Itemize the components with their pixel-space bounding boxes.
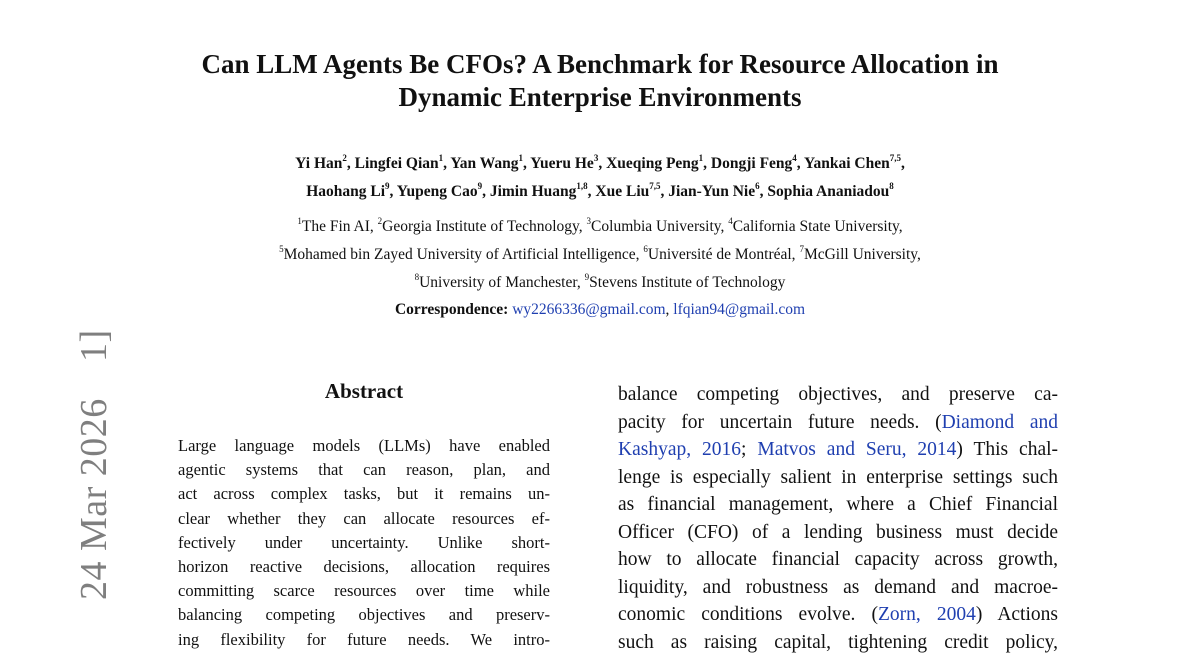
author-separator: , <box>443 155 450 172</box>
author-affiliation-mark: 2 <box>342 153 347 163</box>
intro-text: liquidity, and robustness as demand and macroe- <box>618 577 1058 598</box>
author <box>397 183 490 200</box>
author-separator: , <box>588 183 596 200</box>
intro-line <box>618 546 1058 574</box>
author <box>711 155 804 172</box>
author-list <box>160 150 1040 206</box>
author-separator: , <box>901 155 905 172</box>
abstract-line: clear whether they can allocate resources ef- <box>178 507 550 531</box>
intro-line <box>618 464 1058 492</box>
affiliation-mark: 8 <box>415 272 420 282</box>
author-affiliation-mark: 8 <box>889 181 894 191</box>
affiliation-mark: 2 <box>378 216 383 226</box>
affiliation-name: Stevens Institute of Technology <box>589 274 785 291</box>
author-affiliation-mark: 1,8 <box>576 181 587 191</box>
intro-text: balance competing objectives, and preserve ca- <box>618 384 1058 405</box>
intro-line <box>618 491 1058 519</box>
citation-link[interactable]: Kashyap, 2016 <box>618 439 741 460</box>
intro-text: lenge is especially salient in enterprise settings such <box>618 467 1058 488</box>
author-name: Yueru He <box>530 155 594 172</box>
author-affiliation-mark: 9 <box>478 181 483 191</box>
intro-text: such as raising capital, tightening credit policy, <box>618 632 1058 653</box>
affiliation-name: Université de Montréal, <box>648 246 800 263</box>
email-link-2[interactable]: lfqian94@gmail.com <box>673 301 805 318</box>
author-name: Jian-Yun Nie <box>668 183 755 200</box>
affiliation-mark: 4 <box>728 216 733 226</box>
abstract-line: agentic systems that can reason, plan, and <box>178 458 550 482</box>
abstract-line: fectively under uncertainty. Unlike short- <box>178 531 550 555</box>
affiliation-mark: 5 <box>279 244 284 254</box>
affiliation-mark: 6 <box>643 244 648 254</box>
intro-line <box>618 519 1058 547</box>
correspondence-label: Correspondence: <box>395 301 508 318</box>
affiliation-name: University of Manchester, <box>419 274 585 291</box>
author <box>450 155 530 172</box>
intro-line <box>618 381 1058 409</box>
author <box>355 155 451 172</box>
affiliation-name: McGill University, <box>804 246 921 263</box>
abstract-heading: Abstract <box>178 379 550 404</box>
intro-text: ; <box>741 439 757 460</box>
author-name: Xueqing Peng <box>606 155 699 172</box>
author <box>530 155 606 172</box>
author-separator: , <box>760 183 768 200</box>
affiliation-mark: 1 <box>297 216 302 226</box>
author-separator: , <box>797 155 804 172</box>
affiliation-name: Mohamed bin Zayed University of Artificial Intelligence, <box>284 246 644 263</box>
author-separator: , <box>482 183 490 200</box>
affiliation-mark: 3 <box>587 216 592 226</box>
intro-line <box>618 436 1058 464</box>
author-name: Sophia Ananiadou <box>767 183 889 200</box>
affiliation <box>378 218 587 235</box>
author <box>595 183 668 200</box>
author-name: Jimin Huang <box>490 183 577 200</box>
author-name: Yupeng Cao <box>397 183 478 200</box>
author <box>668 183 767 200</box>
intro-text: conomic conditions evolve. ( <box>618 604 878 625</box>
abstract-line: balancing competing objectives and preserv- <box>178 603 550 627</box>
email-link-1[interactable]: wy2266336@gmail.com <box>512 301 665 318</box>
author-separator: , <box>390 183 397 200</box>
author-name: Haohang Li <box>306 183 385 200</box>
citation-link[interactable]: Diamond and <box>942 412 1058 433</box>
author-separator: , <box>703 155 711 172</box>
email-separator: , <box>666 301 674 318</box>
affiliation <box>799 246 920 263</box>
correspondence <box>160 298 1040 322</box>
affiliation-list <box>160 213 1040 297</box>
title-line-2: Dynamic Enterprise Environments <box>399 82 802 112</box>
author-affiliation-mark: 1 <box>439 153 444 163</box>
arxiv-id-fragment: 1] <box>72 329 116 362</box>
author-name: Dongji Feng <box>711 155 792 172</box>
citation-link[interactable]: Matvos and Seru, 2014 <box>757 439 956 460</box>
intro-line <box>618 629 1058 656</box>
affiliation <box>297 218 377 235</box>
affiliation-mark: 9 <box>585 272 590 282</box>
author-separator: , <box>598 155 606 172</box>
author-affiliation-mark: 9 <box>385 181 390 191</box>
introduction-text <box>618 381 1058 656</box>
affiliation-name: The Fin AI, <box>302 218 378 235</box>
affiliation-mark: 7 <box>799 244 804 254</box>
author-separator: , <box>523 155 530 172</box>
arxiv-date: 24 Mar 2026 <box>72 398 116 600</box>
intro-line <box>618 574 1058 602</box>
author-name: Xue Liu <box>595 183 649 200</box>
author-separator: , <box>347 155 355 172</box>
affiliation <box>585 274 786 291</box>
author-affiliation-mark: 3 <box>594 153 599 163</box>
author <box>306 183 397 200</box>
author <box>295 155 354 172</box>
intro-line <box>618 601 1058 629</box>
author-affiliation-mark: 6 <box>755 181 760 191</box>
author-affiliation-mark: 1 <box>519 153 524 163</box>
author-name: Yankai Chen <box>804 155 890 172</box>
author-separator: , <box>661 183 669 200</box>
abstract-line: committing scarce resources over time while <box>178 579 550 603</box>
intro-text: ) This chal- <box>956 439 1058 460</box>
author-name: Yi Han <box>295 155 342 172</box>
abstract-line: ing flexibility for future needs. We intro- <box>178 628 550 652</box>
intro-line <box>618 409 1058 437</box>
author <box>767 183 893 200</box>
affiliation <box>587 218 729 235</box>
title-line-1: Can LLM Agents Be CFOs? A Benchmark for Resource Allocation in <box>201 49 998 79</box>
intro-text: as financial management, where a Chief Financial <box>618 494 1058 515</box>
author-affiliation-mark: 4 <box>792 153 797 163</box>
affiliation-name: Georgia Institute of Technology, <box>382 218 586 235</box>
affiliation <box>415 274 585 291</box>
author-affiliation-mark: 1 <box>699 153 704 163</box>
paper-title <box>150 48 1050 114</box>
author <box>606 155 711 172</box>
affiliation-name: Columbia University, <box>591 218 728 235</box>
abstract-line: Large language models (LLMs) have enabled <box>178 434 550 458</box>
intro-text: pacity for uncertain future needs. ( <box>618 412 942 433</box>
arxiv-side-stamp <box>28 385 76 648</box>
intro-text: Officer (CFO) of a lending business must decide <box>618 522 1058 543</box>
author <box>804 155 905 172</box>
author <box>490 183 596 200</box>
affiliation-name: California State University, <box>733 218 903 235</box>
intro-text: ) Actions <box>976 604 1058 625</box>
abstract-text <box>178 434 550 652</box>
abstract-line: horizon reactive decisions, allocation requires <box>178 555 550 579</box>
author-name: Yan Wang <box>450 155 518 172</box>
author-affiliation-mark: 7,5 <box>890 153 901 163</box>
author-affiliation-mark: 7,5 <box>649 181 660 191</box>
citation-link[interactable]: Zorn, 2004 <box>878 604 976 625</box>
abstract-line: act across complex tasks, but it remains un- <box>178 482 550 506</box>
affiliation <box>279 246 643 263</box>
affiliation <box>643 246 799 263</box>
affiliation <box>728 218 902 235</box>
intro-text: how to allocate financial capacity across growth, <box>618 549 1058 570</box>
author-name: Lingfei Qian <box>355 155 439 172</box>
